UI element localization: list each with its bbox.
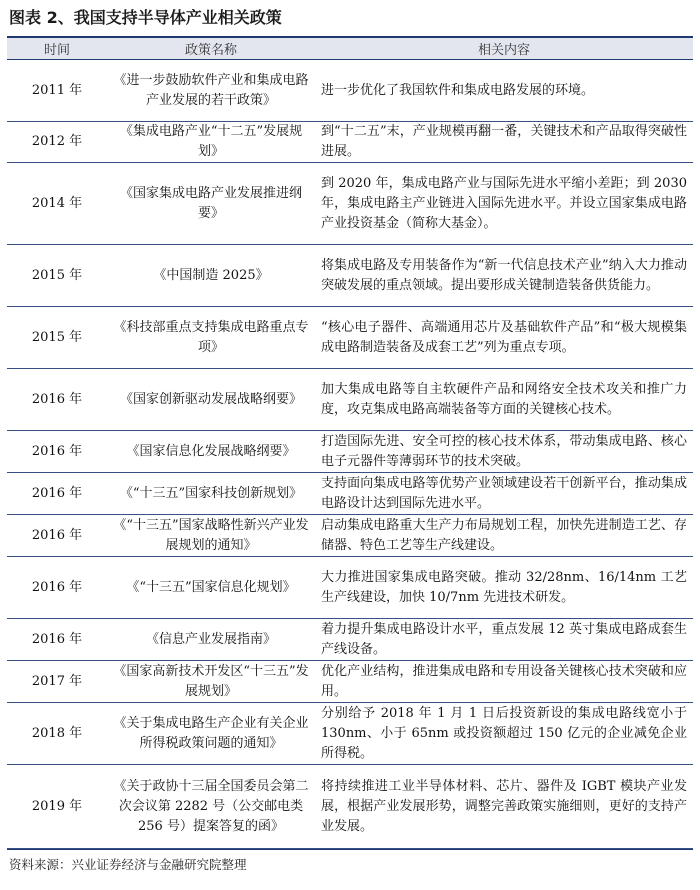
content-cell: 大力推进国家集成电路突破。推动 32/28nm、16/14nm 工艺生产线建设，加快 10/7nm 先进技术研发。 <box>315 557 693 619</box>
policy-name-cell: 《国家创新驱动发展战略纲要》 <box>107 369 315 431</box>
policy-name-cell: 《“十三五”国家信息化规划》 <box>107 557 315 619</box>
table-row <box>7 60 693 122</box>
year-cell: 2018 年 <box>7 703 107 765</box>
document-page <box>7 0 693 873</box>
content-cell: 进一步优化了我国软件和集成电路发展的环境。 <box>315 60 693 122</box>
table-row <box>7 473 693 515</box>
header-time: 时间 <box>7 38 107 60</box>
year-cell: 2015 年 <box>7 307 107 369</box>
policy-name-cell: 《“十三五”国家科技创新规划》 <box>107 473 315 515</box>
policy-name-cell: 《国家信息化发展战略纲要》 <box>107 431 315 473</box>
year-cell: 2016 年 <box>7 619 107 661</box>
year-cell: 2017 年 <box>7 661 107 703</box>
year-cell: 2016 年 <box>7 431 107 473</box>
table-header-row <box>7 38 693 60</box>
header-content: 相关内容 <box>315 38 693 60</box>
table-row <box>7 245 693 307</box>
table-row <box>7 515 693 557</box>
content-cell: “核心电子器件、高端通用芯片及基础软件产品”和“极大规模集成电路制造装备及成套工艺”列为重点专项。 <box>315 307 693 369</box>
content-cell: 到 2020 年，集成电路产业与国际先进水平缩小差距；到 2030 年，集成电路主产业链进入国际先进水平。并设立国家集成电路产业投资基金（简称大基金）。 <box>315 163 693 245</box>
year-cell: 2014 年 <box>7 163 107 245</box>
content-cell: 启动集成电路重大生产力布局规划工程，加快先进制造工艺、存储器、特色工艺等生产线建设。 <box>315 515 693 557</box>
policy-name-cell: 《关于政协十三届全国委员会第二次会议第 2282 号（公交邮电类 256 号）提案答复的函》 <box>107 765 315 849</box>
table-row <box>7 619 693 661</box>
table-row <box>7 557 693 619</box>
table-row <box>7 661 693 703</box>
table-row <box>7 703 693 765</box>
policy-name-cell: 《科技部重点支持集成电路重点专项》 <box>107 307 315 369</box>
table-row <box>7 163 693 245</box>
policy-name-cell: 《国家集成电路产业发展推进纲要》 <box>107 163 315 245</box>
content-cell: 加大集成电路等自主软硬件产品和网络安全技术攻关和推广力度，攻克集成电路高端装备等方面的关键核心技术。 <box>315 369 693 431</box>
table-row <box>7 765 693 849</box>
content-cell: 优化产业结构，推进集成电路和专用设备关键核心技术突破和应用。 <box>315 661 693 703</box>
policy-table <box>7 38 693 849</box>
policy-name-cell: 《集成电路产业“十二五”发展规划》 <box>107 122 315 163</box>
year-cell: 2012 年 <box>7 122 107 163</box>
year-cell: 2011 年 <box>7 60 107 122</box>
content-cell: 将集成电路及专用装备作为“新一代信息技术产业”纳入大力推动突破发展的重点领域。提出要形成关键制造装备供货能力。 <box>315 245 693 307</box>
content-cell: 着力提升集成电路设计水平，重点发展 12 英寸集成电路成套生产线设备。 <box>315 619 693 661</box>
content-cell: 支持面向集成电路等优势产业领域建设若干创新平台，推动集成电路设计达到国际先进水平。 <box>315 473 693 515</box>
policy-name-cell: 《进一步鼓励软件产业和集成电路产业发展的若干政策》 <box>107 60 315 122</box>
policy-name-cell: 《关于集成电路生产企业有关企业所得税政策问题的通知》 <box>107 703 315 765</box>
year-cell: 2016 年 <box>7 515 107 557</box>
header-policy: 政策名称 <box>107 38 315 60</box>
figure-title: 图表 2、我国支持半导体产业相关政策 <box>9 8 282 27</box>
source-note: 资料来源：兴业证券经济与金融研究院整理 <box>9 857 247 872</box>
table-row <box>7 122 693 163</box>
year-cell: 2016 年 <box>7 473 107 515</box>
year-cell: 2016 年 <box>7 557 107 619</box>
policy-name-cell: 《“十三五”国家战略性新兴产业发展规划的通知》 <box>107 515 315 557</box>
content-cell: 打造国际先进、安全可控的核心技术体系，带动集成电路、核心电子元器件等薄弱环节的技术突破。 <box>315 431 693 473</box>
policy-name-cell: 《信息产业发展指南》 <box>107 619 315 661</box>
year-cell: 2015 年 <box>7 245 107 307</box>
table-row <box>7 369 693 431</box>
year-cell: 2019 年 <box>7 765 107 849</box>
content-cell: 到“十二五”末，产业规模再翻一番，关键技术和产品取得突破性进展。 <box>315 122 693 163</box>
content-cell: 将持续推进工业半导体材料、芯片、器件及 IGBT 模块产业发展，根据产业发展形势，调整完善政策实施细则，更好的支持产业发展。 <box>315 765 693 849</box>
table-row <box>7 431 693 473</box>
policy-name-cell: 《国家高新技术开发区“十三五”发展规划》 <box>107 661 315 703</box>
year-cell: 2016 年 <box>7 369 107 431</box>
policy-name-cell: 《中国制造 2025》 <box>107 245 315 307</box>
table-row <box>7 307 693 369</box>
content-cell: 分别给予 2018 年 1 月 1 日后投资新设的集成电路线宽小于 130nm、小于 65nm 或投资额超过 150 亿元的企业减免企业所得税。 <box>315 703 693 765</box>
